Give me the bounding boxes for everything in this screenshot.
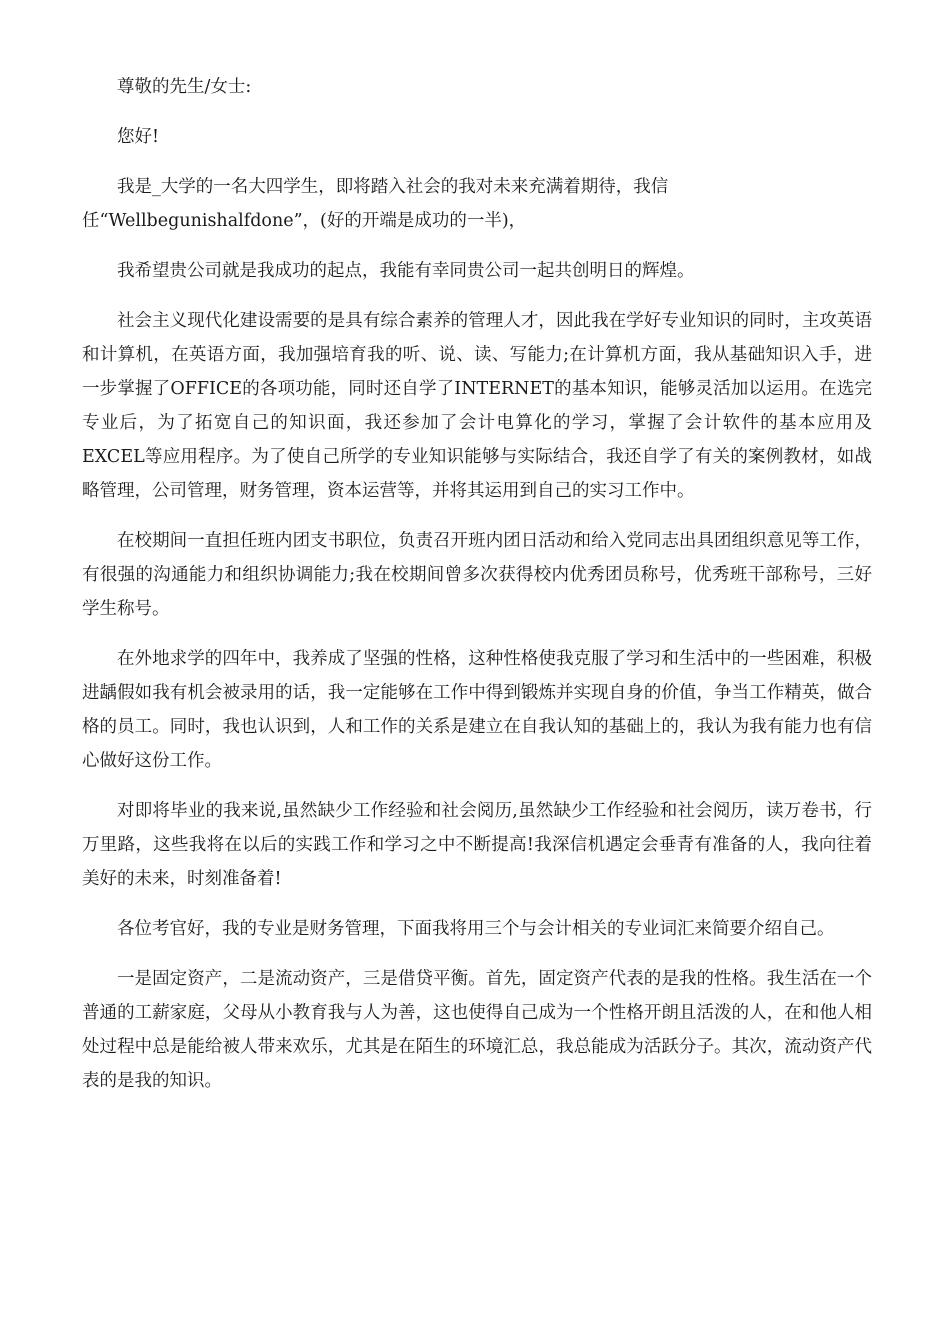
paragraph-character: 在外地求学的四年中，我养成了坚强的性格，这种性格使我克服了学习和生活中的一些困难，积极进龋假如我有机会被录用的话，我一定能够在工作中得到锻炼并实现自身的价值，争当工作精英，做合格的员工。同时，我也认识到，人和工作的关系是建立在自我认知的基础上的，我认为我有能力也有信心做好这份工作。 <box>82 649 872 771</box>
paragraph-assets: 一是固定资产，二是流动资产，三是借贷平衡。首先，固定资产代表的是我的性格。我生活在一个普通的工薪家庭，父母从小教育我与人为善，这也使得自己成为一个性格开朗且活泼的人，在和他人相处过程中总是能给被人带来欢乐，尤其是在陌生的环境汇总，我总能成为活跃分子。其次，流动资产代表的是我的知识。 <box>82 969 872 1091</box>
greeting: 您好! <box>117 127 160 147</box>
paragraph-intro-line-1: 我是_大学的一名大四学生，即将踏入社会的我对未来充满着期待，我信 <box>117 177 669 197</box>
document-page <box>82 0 872 1114</box>
paragraph-skills: 社会主义现代化建设需要的是具有综合素养的管理人才，因此我在学好专业知识的同时，主攻英语和计算机，在英语方面，我加强培育我的听、说、读、写能力;在计算机方面，我从基础知识入手，进一步掌握了OFFICE的各项功能，同时还自学了INTERNET的基本知识，能够灵活加以运用。在选完专业后，为了拓宽自己的知识面，我还参加了会计电算化的学习，掌握了会计软件的基本应用及EXCEL等应用程序。为了使自己所学的专业知识能够与实际结合，我还自学了有关的案例教材，如战略管理，公司管理，财务管理，资本运营等，并将其运用到自己的实习工作中。 <box>82 311 872 501</box>
paragraph-intro <box>82 170 872 238</box>
paragraph-hope: 我希望贵公司就是我成功的起点，我能有幸同贵公司一起共创明日的辉煌。 <box>117 261 695 281</box>
paragraph-campus: 在校期间一直担任班内团支书职位，负责召开班内团日活动和给入党同志出具团组织意见等工作，有很强的沟通能力和组织协调能力;我在校期间曾多次获得校内优秀团员称号，优秀班干部称号，三好学生称号。 <box>82 531 872 619</box>
paragraph-intro-line-2: 任“Wellbegunishalfdone”，(好的开端是成功的一半)， <box>82 211 527 231</box>
salutation: 尊敬的先生/女士: <box>117 77 252 97</box>
paragraph-future: 对即将毕业的我来说,虽然缺少工作经验和社会阅历,虽然缺少工作经验和社会阅历，读万卷书，行万里路，这些我将在以后的实践工作和学习之中不断提高!我深信机遇定会垂青有准备的人，我向往着美好的未来，时刻准备着! <box>82 801 872 889</box>
paragraph-interview: 各位考官好，我的专业是财务管理，下面我将用三个与会计相关的专业词汇来简要介绍自己。 <box>117 919 835 939</box>
